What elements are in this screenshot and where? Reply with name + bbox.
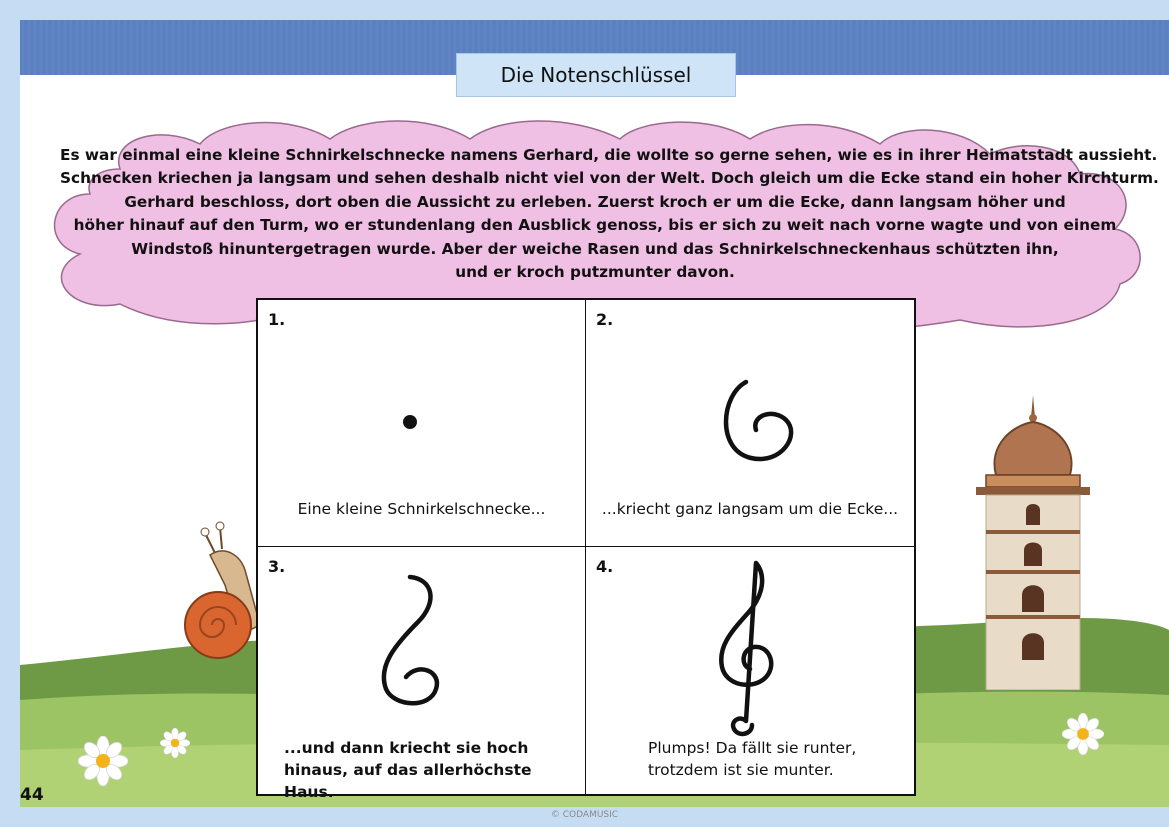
panel-caption: ...kriecht ganz langsam um die Ecke... — [601, 500, 899, 518]
story-line: Schnecken kriechen ja langsam und sehen deshalb nicht viel von der Welt. Doch gleich um die Ecke stand ein hoher Kirchturm. — [60, 169, 1159, 188]
story-text — [60, 144, 1159, 284]
panel-caption-line: ...und dann kriecht sie hoch — [284, 739, 529, 757]
panel-number: 3. — [268, 557, 286, 576]
panel-caption-line: trotzdem ist sie munter. — [648, 761, 834, 779]
story-line: Windstoß hinuntergetragen wurde. Aber der weiche Rasen und das Schnirkelschneckenhaus schützten ihn, — [131, 239, 1059, 258]
copyright-notice: © CODAMUSIC — [550, 810, 619, 820]
panel-2 — [586, 300, 914, 547]
panel-caption-line: Plumps! Da fällt sie runter, — [648, 739, 857, 757]
church-tower-illustration — [968, 390, 1098, 690]
worksheet-page — [20, 20, 1169, 807]
daisy-flower-icon — [78, 736, 128, 786]
panel-number: 2. — [596, 310, 614, 329]
spiral-stem-icon — [358, 567, 458, 717]
panel-caption — [284, 737, 585, 803]
story-line: und er kroch putzmunter davon. — [455, 263, 735, 282]
dot-icon — [400, 412, 420, 432]
panel-3 — [258, 547, 586, 801]
story-line: Es war einmal eine kleine Schnirkelschnecke namens Gerhard, die wollte so gerne sehen, wie es in ihrer Heimatstadt aussieht. — [60, 146, 1158, 164]
panel-4 — [586, 547, 914, 794]
story-line: höher hinauf auf den Turm, wo er stundenlang den Ausblick genoss, bis er sich zu weit nach vorne wagte und von einem — [73, 216, 1117, 235]
daisy-flower-icon — [160, 728, 190, 758]
panel-caption-line: hinaus, auf das allerhöchste Haus. — [284, 761, 532, 801]
spiral-icon — [706, 370, 806, 470]
step-panel-grid — [256, 298, 916, 801]
daisy-flower-icon — [1062, 713, 1104, 755]
panel-number: 1. — [268, 310, 286, 329]
treble-clef-icon — [704, 555, 794, 740]
panel-caption — [648, 737, 914, 781]
panel-1 — [258, 300, 586, 547]
story-line: Gerhard beschloss, dort oben die Aussicht zu erleben. Zuerst kroch er um die Ecke, dann langsam höher und — [124, 192, 1066, 211]
page-title: Die Notenschlüssel — [456, 53, 736, 97]
page-number: 44 — [20, 785, 44, 805]
panel-caption: Eine kleine Schnirkelschnecke... — [297, 500, 546, 518]
panel-number: 4. — [596, 557, 614, 576]
